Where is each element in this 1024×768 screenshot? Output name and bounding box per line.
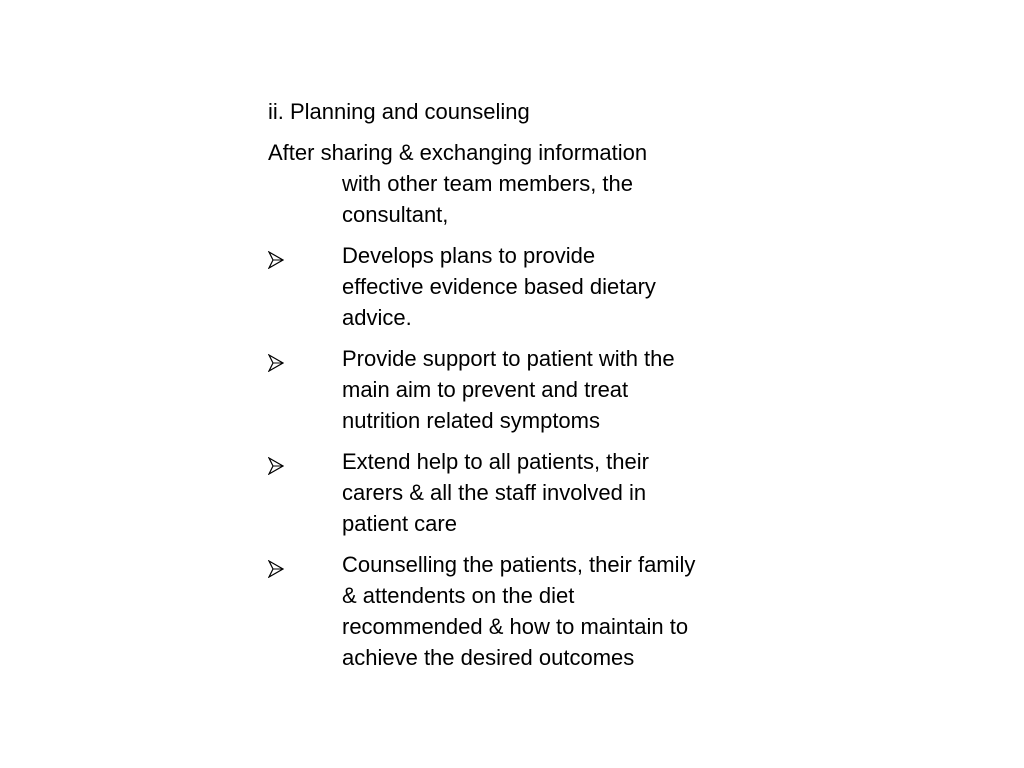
bullet-text (342, 446, 762, 539)
arrowhead-bullet-icon (268, 452, 284, 470)
slide-content (268, 96, 768, 683)
bullet-line: achieve the desired outcomes (342, 645, 635, 670)
list-item (268, 446, 762, 539)
list-item (268, 549, 762, 673)
intro-paragraph (268, 137, 728, 230)
list-item (268, 240, 762, 333)
bullet-line: patient care (342, 511, 457, 536)
bullet-list (268, 240, 768, 673)
bullet-line: effective evidence based dietary (342, 274, 656, 299)
bullet-line: main aim to prevent and treat (342, 377, 629, 402)
bullet-line: advice. (342, 305, 412, 330)
bullet-line: carers & all the staff involved in (342, 480, 647, 505)
bullet-text (342, 549, 762, 673)
bullet-line: & attendents on the diet (342, 583, 575, 608)
bullet-line: Counselling the patients, their family (342, 552, 696, 577)
bullet-line: recommended & how to maintain to (342, 614, 689, 639)
intro-line: After sharing & exchanging information (268, 140, 648, 165)
bullet-line: Extend help to all patients, their (342, 449, 649, 474)
arrowhead-bullet-icon (268, 349, 284, 367)
bullet-text (342, 240, 762, 333)
intro-line: with other team members, the (342, 171, 634, 196)
bullet-line: Develops plans to provide (342, 243, 596, 268)
arrowhead-bullet-icon (268, 246, 284, 264)
bullet-line: nutrition related symptoms (342, 408, 600, 433)
bullet-line: Provide support to patient with the (342, 346, 675, 371)
bullet-text (342, 343, 762, 436)
section-heading: ii. Planning and counseling (268, 99, 530, 124)
intro-line: consultant, (342, 202, 449, 227)
arrowhead-bullet-icon (268, 555, 284, 573)
list-item (268, 343, 762, 436)
